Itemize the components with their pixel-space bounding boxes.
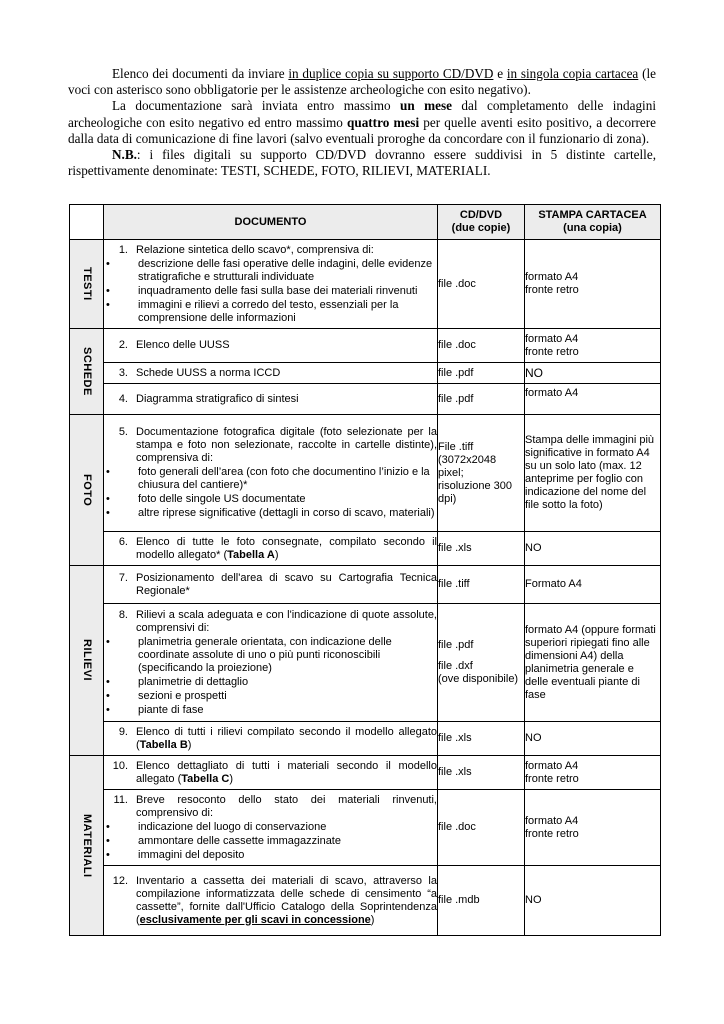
document-cell (104, 240, 438, 329)
section-testi (70, 240, 104, 329)
list-item (104, 760, 437, 786)
header-cd-dvd (438, 205, 525, 240)
header-cd-subtitle: (due copie) (451, 222, 511, 234)
document-cell (104, 604, 438, 722)
cd-line: file .pdf (438, 639, 474, 651)
bullet-icon: • (106, 635, 110, 648)
bold-text: quattro mesi (347, 114, 420, 130)
cd-line: risoluzione 300 (438, 479, 512, 492)
item-number: 8. (118, 608, 128, 621)
table-row (70, 790, 661, 866)
item-number: 7. (118, 571, 128, 584)
bullet-item (104, 285, 437, 298)
bullet-text: immagini e rilievi a corredo del testo, essenziali per la comprensione delle informazioni (138, 298, 399, 324)
bullet-icon: • (106, 493, 110, 505)
item-text (136, 875, 437, 927)
list-item (104, 572, 437, 598)
item-text-part: ) (187, 738, 192, 751)
bullet-text: planimetrie di dettaglio (138, 675, 249, 688)
bullet-icon: • (106, 466, 110, 478)
intro-paragraph-1 (68, 66, 656, 98)
item-text (136, 760, 437, 786)
bullet-item (104, 493, 437, 506)
stampa-line: formato A4 (525, 814, 579, 827)
item-number: 3. (118, 366, 128, 379)
item-text: Elenco delle UUSS (136, 339, 230, 351)
cd-cell: file .pdf (438, 363, 525, 384)
stampa-cell (525, 790, 661, 866)
item-text-part: ) (229, 772, 234, 785)
stampa-line: fronte retro (525, 772, 579, 785)
cd-cell: file .xls (438, 756, 525, 790)
bold-text: Tabella B (139, 738, 188, 751)
intro-text-span: per quelle aventi esito positivo, a decorrere dalla data di comunicazione di fine lavori (salvo eventuali proroghe da concordare con il funzionario di zona). (68, 114, 656, 146)
document-cell (104, 790, 438, 866)
list-item (104, 339, 437, 352)
cd-line: (3072x2048 (438, 453, 497, 466)
intro-text-span: Elenco dei documenti da inviare (112, 66, 289, 81)
item-number: 11. (113, 793, 128, 806)
item-number: 12. (112, 874, 128, 887)
bold-underlined-text: esclusivamente per gli scavi in concessione (139, 913, 371, 926)
cd-cell: file .mdb (438, 866, 525, 936)
bullet-item (104, 690, 437, 703)
bullet-item (104, 704, 437, 717)
item-text: Schede UUSS a norma ICCD (136, 366, 281, 379)
bullet-text: ammontare delle cassette immagazzinate (138, 834, 341, 847)
item-text: Rilievi a scala adeguata e con l'indicazione di quote assolute, comprensivi di: (136, 608, 437, 634)
item-text (136, 536, 437, 562)
item-text: Relazione sintetica dello scavo*, comprensiva di: (136, 243, 374, 256)
item-number: 2. (118, 339, 128, 351)
bullet-icon: • (106, 848, 110, 861)
item-number: 1. (118, 243, 128, 256)
table-row (70, 363, 661, 384)
section-label: FOTO (81, 473, 93, 507)
bullet-icon: • (106, 675, 110, 688)
document-cell (104, 756, 438, 790)
stampa-cell: Formato A4 (525, 566, 661, 604)
document-cell (104, 722, 438, 756)
underlined-text: in singola copia cartacea (506, 66, 639, 81)
header-stampa-subtitle: (una copia) (563, 222, 622, 234)
cd-cell: file .tiff (438, 566, 525, 604)
cd-cell (438, 415, 525, 532)
item-text: Posizionamento dell'area di scavo su Cartografia Tecnica Regionale* (136, 571, 437, 597)
cd-cell: file .xls (438, 722, 525, 756)
bullet-text: foto generali dell’area (con foto che documentino l’inizio e la chiusura del cantiere)* (138, 466, 430, 491)
document-cell (104, 532, 438, 566)
section-foto (70, 415, 104, 566)
item-text-part: Elenco dettagliato di tutti i materiali secondo il modello allegato ( (136, 759, 437, 785)
list-item (104, 726, 437, 752)
table-row (70, 722, 661, 756)
stampa-cell (525, 329, 661, 363)
item-text: Diagramma stratigrafico di sintesi (136, 392, 299, 405)
bullet-text: descrizione delle fasi operative delle indagini, delle evidenze stratigrafiche e strutturali individuate (138, 257, 433, 283)
underlined-text: in duplice copia su supporto CD/DVD (288, 66, 494, 81)
item-number: 6. (118, 535, 128, 548)
section-materiali (70, 756, 104, 936)
intro-text-span: La documentazione sarà inviata entro massimo (112, 98, 401, 114)
section-label: MATERIALI (81, 813, 93, 878)
section-label: SCHEDE (81, 347, 93, 396)
bullet-text: immagini del deposito (138, 848, 245, 861)
document-cell (104, 384, 438, 415)
table-row (70, 532, 661, 566)
bold-text: Tabella C (181, 772, 230, 785)
item-text (136, 726, 437, 752)
header-stampa (525, 205, 661, 240)
bullet-item (104, 299, 437, 325)
list-item (104, 794, 437, 820)
item-number: 4. (118, 392, 128, 405)
stampa-line: fronte retro (525, 827, 579, 840)
bullet-item (104, 466, 437, 492)
stampa-cell: NO (525, 363, 661, 384)
stampa-line: formato A4 (525, 759, 579, 772)
section-label: TESTI (81, 267, 93, 301)
item-text-part: Inventario a cassetta dei materiali di scavo, attraverso la compilazione informatizzata delle schede di censimento “a cassette”, fornite dall'Ufficio Catalogo della Soprintendenza ( (136, 874, 437, 926)
section-schede (70, 329, 104, 415)
bullet-text: foto delle singole US documentate (138, 493, 306, 505)
table-row (70, 384, 661, 415)
stampa-cell: formato A4 (oppure formati superiori ripiegati fino alle dimensioni A4) della planimetria generale e delle eventuali piante di fase (525, 604, 661, 722)
cd-line: dpi) (438, 492, 457, 505)
intro-text-span: (le voci con asterisco sono obbligatorie per le assistenze archeologiche con esito negativo). (68, 66, 656, 98)
bullet-text: planimetria generale orientata, con indicazione delle coordinate assolute di uno o più punti riconoscibili (specificando la proiezione) (138, 635, 392, 674)
documents-table (69, 204, 661, 936)
stampa-cell: NO (525, 532, 661, 566)
bullet-item (104, 636, 437, 675)
list-item (104, 536, 437, 562)
bullet-item (104, 507, 437, 520)
bullet-text: altre riprese significative (dettagli in corso di scavo, materiali) (138, 507, 435, 519)
cd-line: file .dxf (438, 660, 473, 672)
stampa-cell: NO (525, 866, 661, 936)
stampa-line: fronte retro (525, 345, 579, 358)
table-row (70, 415, 661, 532)
intro-paragraph-3 (68, 147, 656, 179)
item-text-part: Elenco di tutti i rilievi compilato secondo il modello allegato ( (136, 725, 437, 751)
table-row (70, 866, 661, 936)
section-rilievi (70, 566, 104, 756)
bullet-icon: • (106, 703, 110, 716)
intro-text-span: dal completamento delle indagini archeologiche con esito negativo ed entro massimo (68, 98, 656, 130)
bullet-item (104, 821, 437, 834)
cd-line: File .tiff (438, 440, 474, 453)
table-row (70, 240, 661, 329)
bullet-icon: • (106, 689, 110, 702)
stampa-cell: NO (525, 722, 661, 756)
intro-text (68, 66, 656, 179)
bullet-icon: • (106, 284, 110, 297)
bullet-text: sezioni e prospetti (138, 689, 227, 702)
stampa-line: formato A4 (525, 332, 579, 345)
bullet-item (104, 835, 437, 848)
item-text: Breve resoconto dello stato dei materiali rinvenuti, comprensivo di: (136, 793, 437, 819)
cd-cell: file .doc (438, 240, 525, 329)
bullet-text: inquadramento delle fasi sulla base dei materiali rinvenuti (138, 284, 418, 297)
table-row (70, 566, 661, 604)
bullet-item (104, 676, 437, 689)
bullet-text: piante di fase (138, 703, 204, 716)
document-cell (104, 866, 438, 936)
cd-cell: file .xls (438, 532, 525, 566)
bullet-item (104, 849, 437, 862)
intro-paragraph-2 (68, 98, 656, 147)
bold-text: N.B. (112, 147, 137, 163)
header-stampa-title: STAMPA CARTACEA (538, 209, 647, 221)
table-row (70, 756, 661, 790)
cd-line: pixel; (438, 466, 464, 479)
bold-text: Tabella A (227, 548, 275, 561)
item-text-part: Elenco di tutte le foto consegnate, compilato secondo il modello allegato* ( (136, 535, 437, 561)
bullet-text: indicazione del luogo di conservazione (138, 820, 327, 833)
list-item (104, 244, 437, 257)
stampa-cell (525, 756, 661, 790)
list-item (104, 426, 437, 465)
bold-text: un mese (400, 98, 452, 114)
spacer (438, 652, 524, 660)
bullet-icon: • (106, 298, 110, 311)
table-row (70, 604, 661, 722)
table-row (70, 329, 661, 363)
table-header-row (70, 205, 661, 240)
cd-cell: file .doc (438, 329, 525, 363)
bullet-icon: • (106, 834, 110, 847)
stampa-line: formato A4 (525, 271, 579, 283)
document-cell (104, 329, 438, 363)
stampa-cell (525, 240, 661, 329)
cd-cell (438, 604, 525, 722)
cd-cell: file .doc (438, 790, 525, 866)
bullet-icon: • (106, 507, 110, 519)
intro-text-span: : i files digitali su supporto CD/DVD dovranno essere suddivisi in 5 distinte cartelle, rispettivamente denominate: TESTI, SCHEDE, FOTO, RILIEVI, MATERIALI. (68, 147, 656, 179)
header-documento: DOCUMENTO (104, 205, 438, 240)
bullet-icon: • (106, 257, 110, 270)
item-text-part: ) (274, 548, 279, 561)
cd-cell: file .pdf (438, 384, 525, 415)
document-cell (104, 415, 438, 532)
stampa-line: fronte retro (525, 284, 579, 296)
intro-text-span: e (493, 66, 507, 81)
list-item (104, 393, 437, 406)
section-label: RILIEVI (81, 639, 93, 682)
bullet-icon: • (106, 820, 110, 833)
stampa-cell: Stampa delle immagini più significative in formato A4 su un solo lato (max. 12 anteprime per foglio con indicazione del nome del file sotto la foto) (525, 415, 661, 532)
list-item (104, 875, 437, 927)
item-number: 9. (118, 725, 128, 738)
list-item (104, 367, 437, 380)
stampa-cell: formato A4 (525, 384, 661, 415)
cd-line: (ove disponibile) (438, 673, 519, 685)
list-item (104, 609, 437, 635)
header-blank-cell (70, 205, 104, 240)
item-text: Documentazione fotografica digitale (foto selezionate per la stampa e foto non selezionate, raccolte in cartelle distinte), comprensiva di: (136, 426, 437, 464)
item-number: 5. (118, 426, 128, 438)
document-cell (104, 566, 438, 604)
header-cd-title: CD/DVD (459, 209, 503, 221)
item-number: 10. (112, 759, 128, 772)
document-cell (104, 363, 438, 384)
item-text-part: ) (370, 913, 375, 926)
bullet-item (104, 258, 437, 284)
